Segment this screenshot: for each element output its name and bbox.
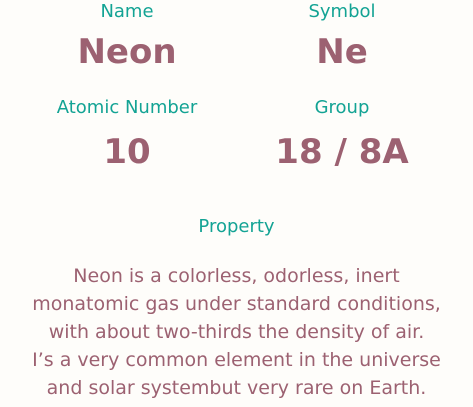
group-value: 18 / 8A	[275, 132, 409, 172]
property-line: I’s a very common element in the universe	[32, 349, 441, 371]
symbol-label: Symbol	[308, 1, 376, 22]
property-line: Neon is a colorless, odorless, inert	[73, 265, 400, 287]
property-line: with about two-thirds the density of air.	[48, 321, 425, 343]
atomic-number-value: 10	[103, 132, 151, 172]
property-line: monatomic gas under standard conditions,	[32, 293, 441, 315]
atomic-number-label: Atomic Number	[56, 97, 198, 118]
symbol-value: Ne	[316, 32, 368, 72]
property-description	[0, 262, 473, 402]
group-label: Group	[314, 97, 370, 118]
name-label: Name	[100, 1, 154, 22]
property-line: and solar systembut very rare on Earth.	[46, 377, 427, 399]
property-label: Property	[198, 216, 275, 237]
name-value: Neon	[77, 32, 177, 72]
